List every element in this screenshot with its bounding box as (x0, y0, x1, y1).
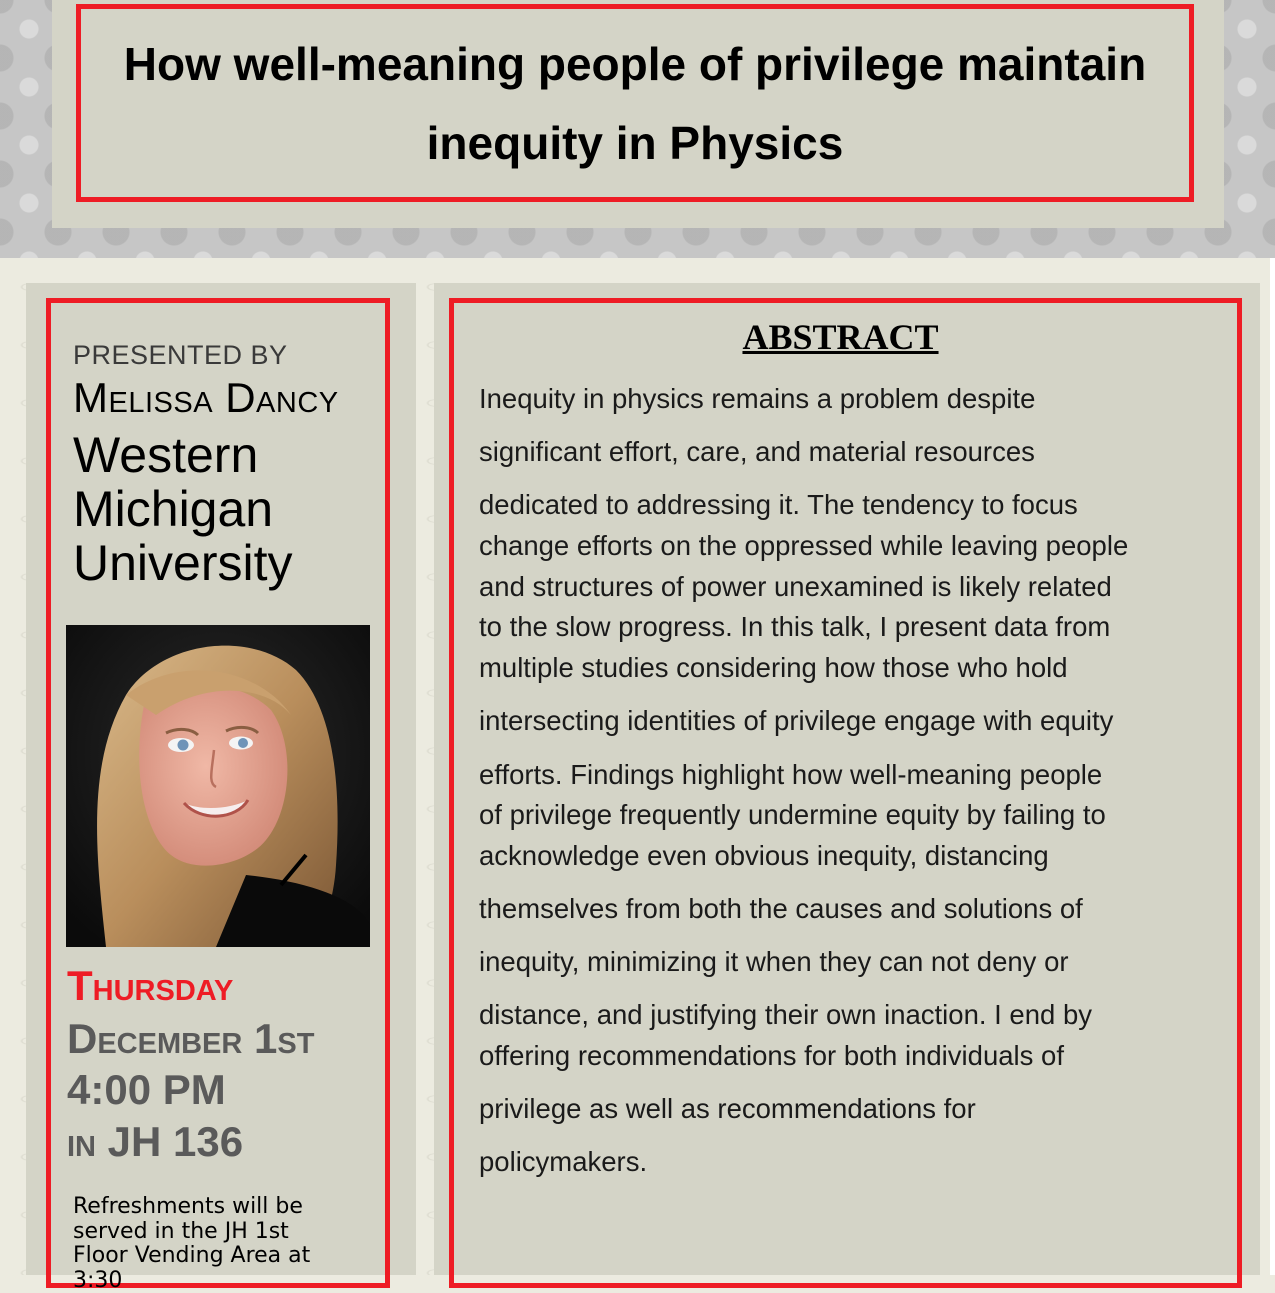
abstract-line: acknowledge even obvious inequity, distancing (479, 840, 1049, 872)
speaker-affiliation (73, 428, 383, 590)
speaker-photo (66, 625, 370, 947)
refreshments-note (73, 1195, 373, 1293)
abstract-line: and structures of power unexamined is likely related (479, 571, 1112, 603)
page-title (95, 25, 1175, 183)
abstract-line: significant effort, care, and material resources (479, 436, 1035, 468)
abstract-line: offering recommendations for both individuals of (479, 1040, 1064, 1072)
abstract-line: intersecting identities of privilege engage with equity (479, 705, 1113, 737)
abstract-line: multiple studies considering how those who hold (479, 652, 1068, 684)
refreshments-line: Refreshments will be (73, 1195, 373, 1220)
event-location: in JH 136 (67, 1118, 243, 1166)
abstract-line: distance, and justifying their own inaction. I end by (479, 999, 1092, 1031)
abstract-heading: ABSTRACT (449, 316, 1232, 358)
refreshments-line: Floor Vending Area at (73, 1244, 373, 1269)
abstract-line: Inequity in physics remains a problem despite (479, 383, 1035, 415)
refreshments-line: 3:30 (73, 1269, 373, 1293)
abstract-line: to the slow progress. In this talk, I present data from (479, 611, 1110, 643)
title-line-1: How well-meaning people of privilege maintain (95, 25, 1175, 104)
event-day: Thursday (67, 962, 233, 1010)
presented-by-label: PRESENTED BY (73, 340, 288, 371)
abstract-line: efforts. Findings highlight how well-meaning people (479, 759, 1102, 791)
title-box (76, 4, 1194, 202)
speaker-name: Melissa Dancy (73, 374, 339, 422)
abstract-line: inequity, minimizing it when they can not deny or (479, 946, 1069, 978)
abstract-line: policymakers. (479, 1146, 647, 1178)
abstract-line: dedicated to addressing it. The tendency to focus (479, 489, 1078, 521)
event-time: 4:00 PM (67, 1066, 226, 1114)
speaker-portrait-image (66, 625, 370, 947)
abstract-line: themselves from both the causes and solutions of (479, 893, 1083, 925)
abstract-line: change efforts on the oppressed while leaving people (479, 530, 1128, 562)
page-edge (1270, 258, 1275, 1275)
refreshments-line: served in the JH 1st (73, 1220, 373, 1245)
title-line-2: inequity in Physics (95, 104, 1175, 183)
affiliation-line: Michigan (73, 482, 383, 536)
affiliation-line: Western (73, 428, 383, 482)
event-date: December 1st (67, 1015, 314, 1063)
abstract-line: privilege as well as recommendations for (479, 1093, 976, 1125)
abstract-line: of privilege frequently undermine equity by failing to (479, 799, 1106, 831)
affiliation-line: University (73, 536, 383, 590)
